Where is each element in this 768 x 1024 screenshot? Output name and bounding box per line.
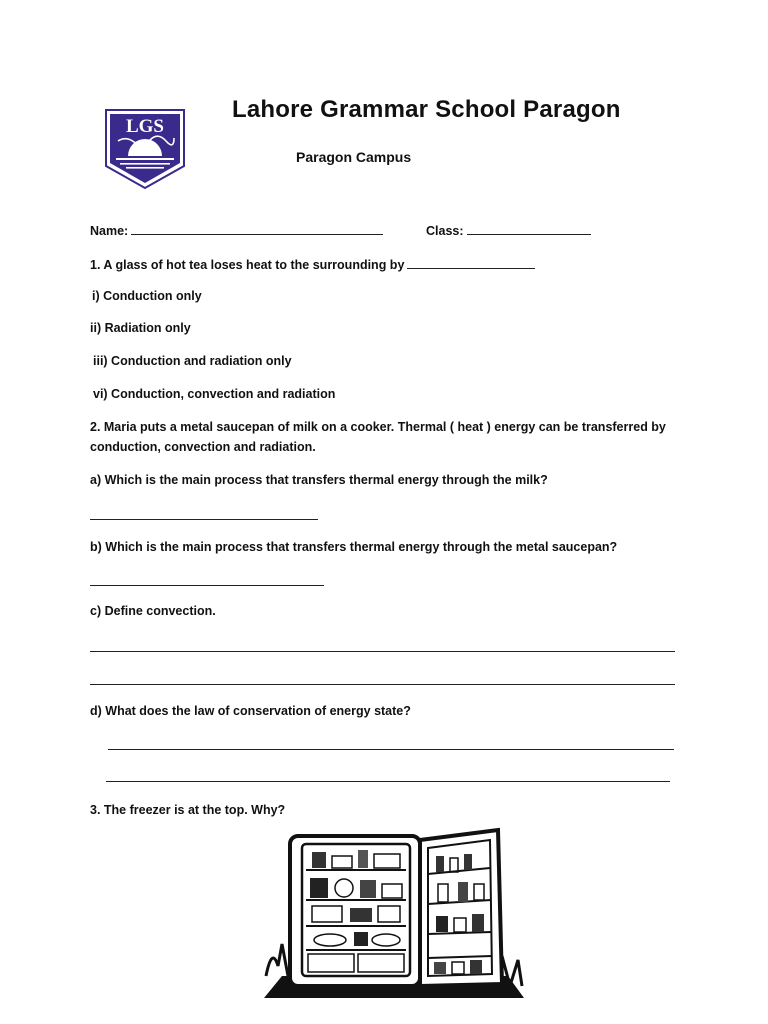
question-1: [90, 256, 535, 272]
q1-option-4: vi) Conduction, convection and radiation: [93, 387, 336, 401]
question-1-text: 1. A glass of hot tea loses heat to the surrounding by: [90, 258, 405, 272]
answer-line-2d-1[interactable]: [108, 749, 674, 750]
class-blank[interactable]: [467, 222, 591, 235]
name-label: Name:: [90, 224, 129, 238]
campus-name: Paragon Campus: [296, 149, 412, 165]
name-field[interactable]: [90, 222, 383, 238]
answer-line-2a[interactable]: [90, 519, 318, 520]
refrigerator-illustration-icon: [262, 826, 526, 998]
school-crest-icon: [104, 108, 186, 190]
name-blank[interactable]: [131, 222, 383, 235]
question-2-intro-line-1: 2. Maria puts a metal saucepan of milk on a cooker. Thermal ( heat ) energy can be transferred by: [90, 420, 666, 434]
question-2a: a) Which is the main process that transfers thermal energy through the milk?: [90, 473, 548, 487]
question-3: 3. The freezer is at the top. Why?: [90, 803, 286, 817]
answer-line-2b[interactable]: [90, 585, 324, 586]
question-2d: d) What does the law of conservation of energy state?: [90, 704, 411, 718]
answer-line-2d-2[interactable]: [106, 781, 670, 782]
question-2c: c) Define convection.: [90, 604, 216, 618]
question-2b: b) Which is the main process that transfers thermal energy through the metal saucepan?: [90, 540, 618, 554]
q1-option-2: ii) Radiation only: [90, 321, 191, 335]
question-1-blank[interactable]: [407, 256, 535, 269]
answer-line-2c-1[interactable]: [90, 651, 675, 652]
answer-line-2c-2[interactable]: [90, 684, 675, 685]
q1-option-3: iii) Conduction and radiation only: [93, 354, 292, 368]
logo-text: LGS: [125, 116, 165, 137]
class-label: Class:: [426, 224, 464, 238]
class-field[interactable]: [426, 222, 591, 238]
school-title: Lahore Grammar School Paragon: [232, 96, 621, 123]
q1-option-1: i) Conduction only: [92, 289, 202, 303]
question-2-intro-line-2: conduction, convection and radiation.: [90, 440, 316, 454]
